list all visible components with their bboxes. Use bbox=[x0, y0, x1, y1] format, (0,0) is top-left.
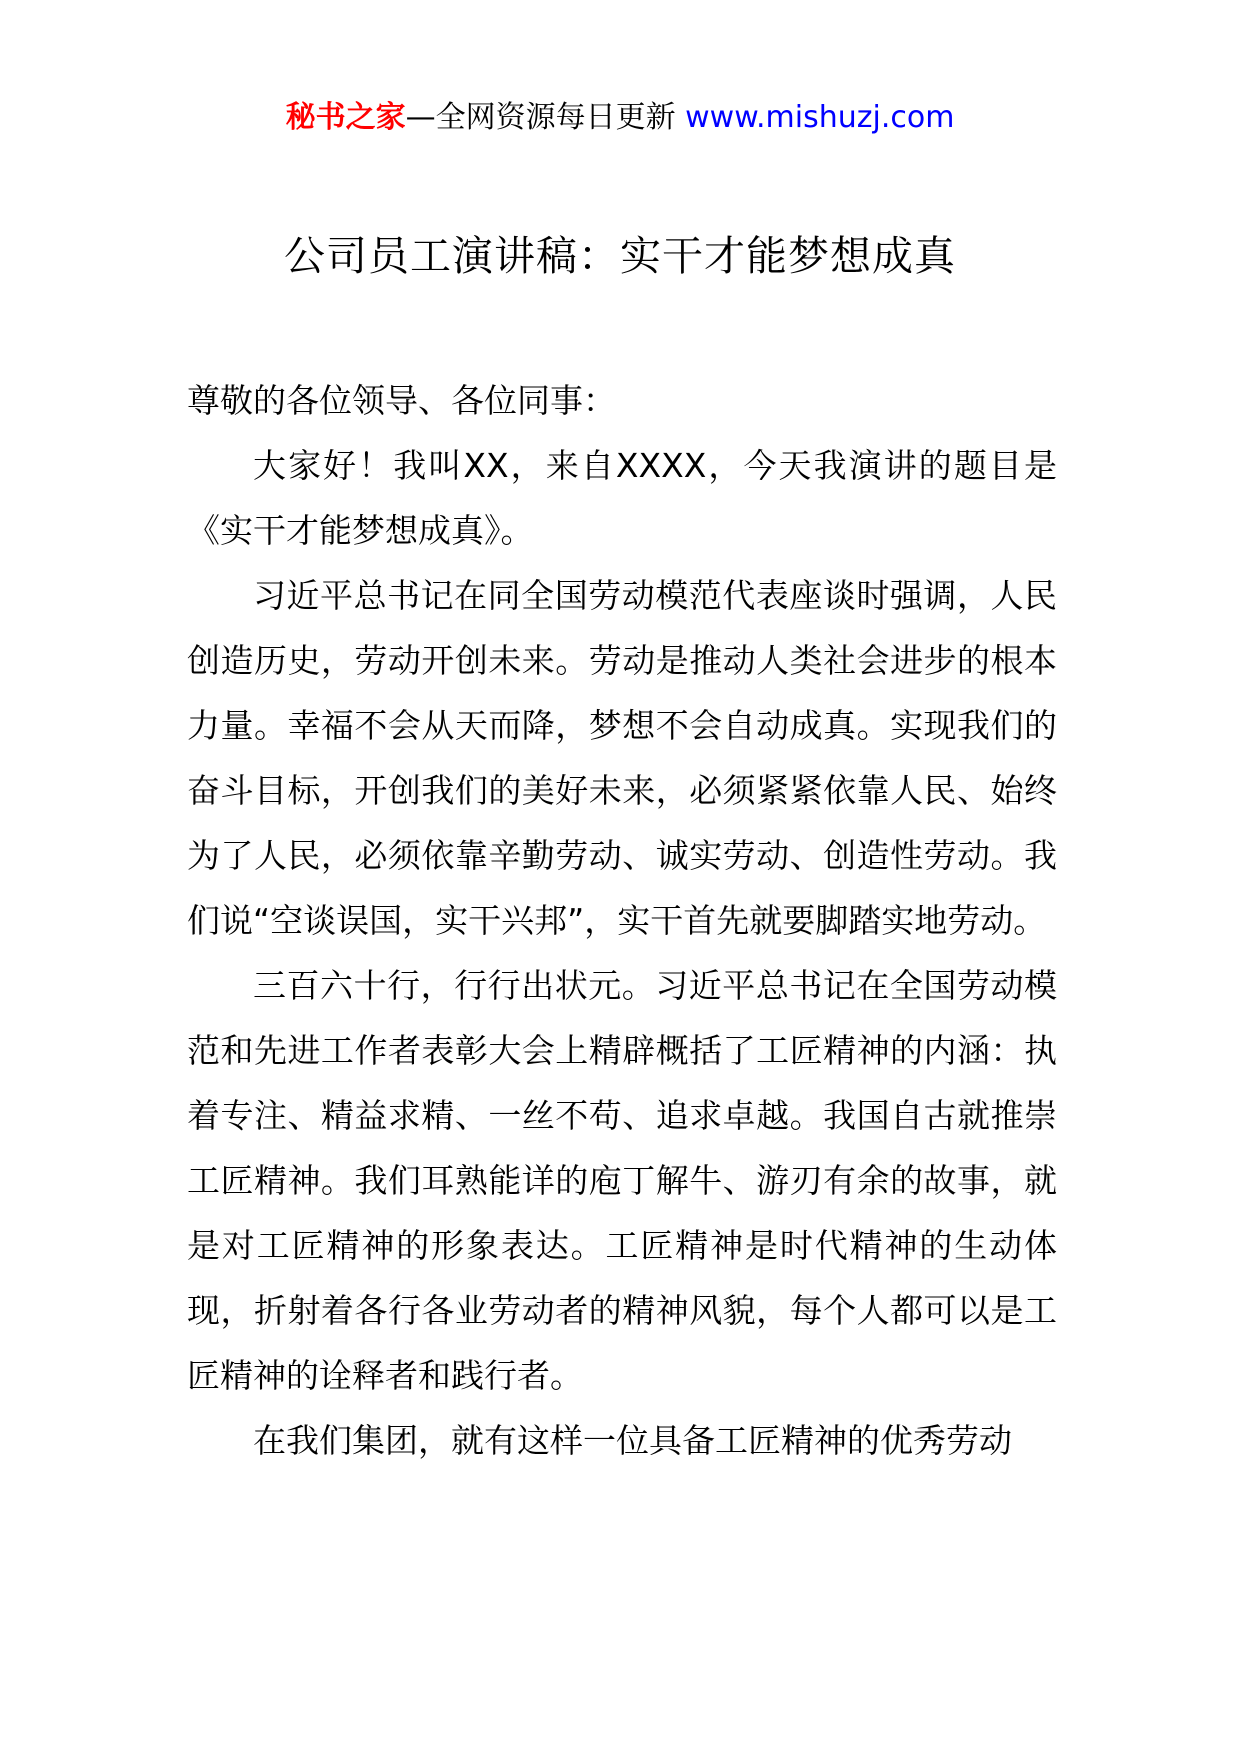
salutation: 尊敬的各位领导、各位同事： bbox=[187, 381, 616, 420]
paragraph-1: 大家好！我叫XX，来自XXXX，今天我演讲的题目是《实干才能梦想成真》。 bbox=[187, 446, 1057, 550]
site-url: www.mishuzj.com bbox=[685, 100, 955, 135]
site-tagline: —全网资源每日更新 bbox=[405, 100, 686, 135]
document-title: 公司员工演讲稿：实干才能梦想成真 bbox=[284, 232, 956, 280]
paragraph-2: 习近平总书记在同全国劳动模范代表座谈时强调，人民创造历史，劳动开创未来。劳动是推动人类社会进步的根本力量。幸福不会从天而降，梦想不会自动成真。实现我们的奋斗目标，开创我们的美好未来，必须紧紧依靠人民、始终为了人民，必须依靠辛勤劳动、诚实劳动、创造性劳动。我们说“空谈误国，实干兴邦”，实干首先就要脚踏实地劳动。 bbox=[187, 576, 1057, 940]
document-body bbox=[187, 368, 1057, 1473]
site-header bbox=[0, 98, 1240, 138]
paragraph-3: 三百六十行，行行出状元。习近平总书记在全国劳动模范和先进工作者表彰大会上精辟概括了工匠精神的内涵：执着专注、精益求精、一丝不苟、追求卓越。我国自古就推崇工匠精神。我们耳熟能详的庖丁解牛、游刃有余的故事，就是对工匠精神的形象表达。工匠精神是时代精神的生动体现，折射着各行各业劳动者的精神风貌，每个人都可以是工匠精神的诠释者和践行者。 bbox=[187, 966, 1057, 1395]
paragraph-4: 在我们集团，就有这样一位具备工匠精神的优秀劳动 bbox=[253, 1421, 1012, 1460]
site-brand: 秘书之家 bbox=[285, 100, 406, 135]
